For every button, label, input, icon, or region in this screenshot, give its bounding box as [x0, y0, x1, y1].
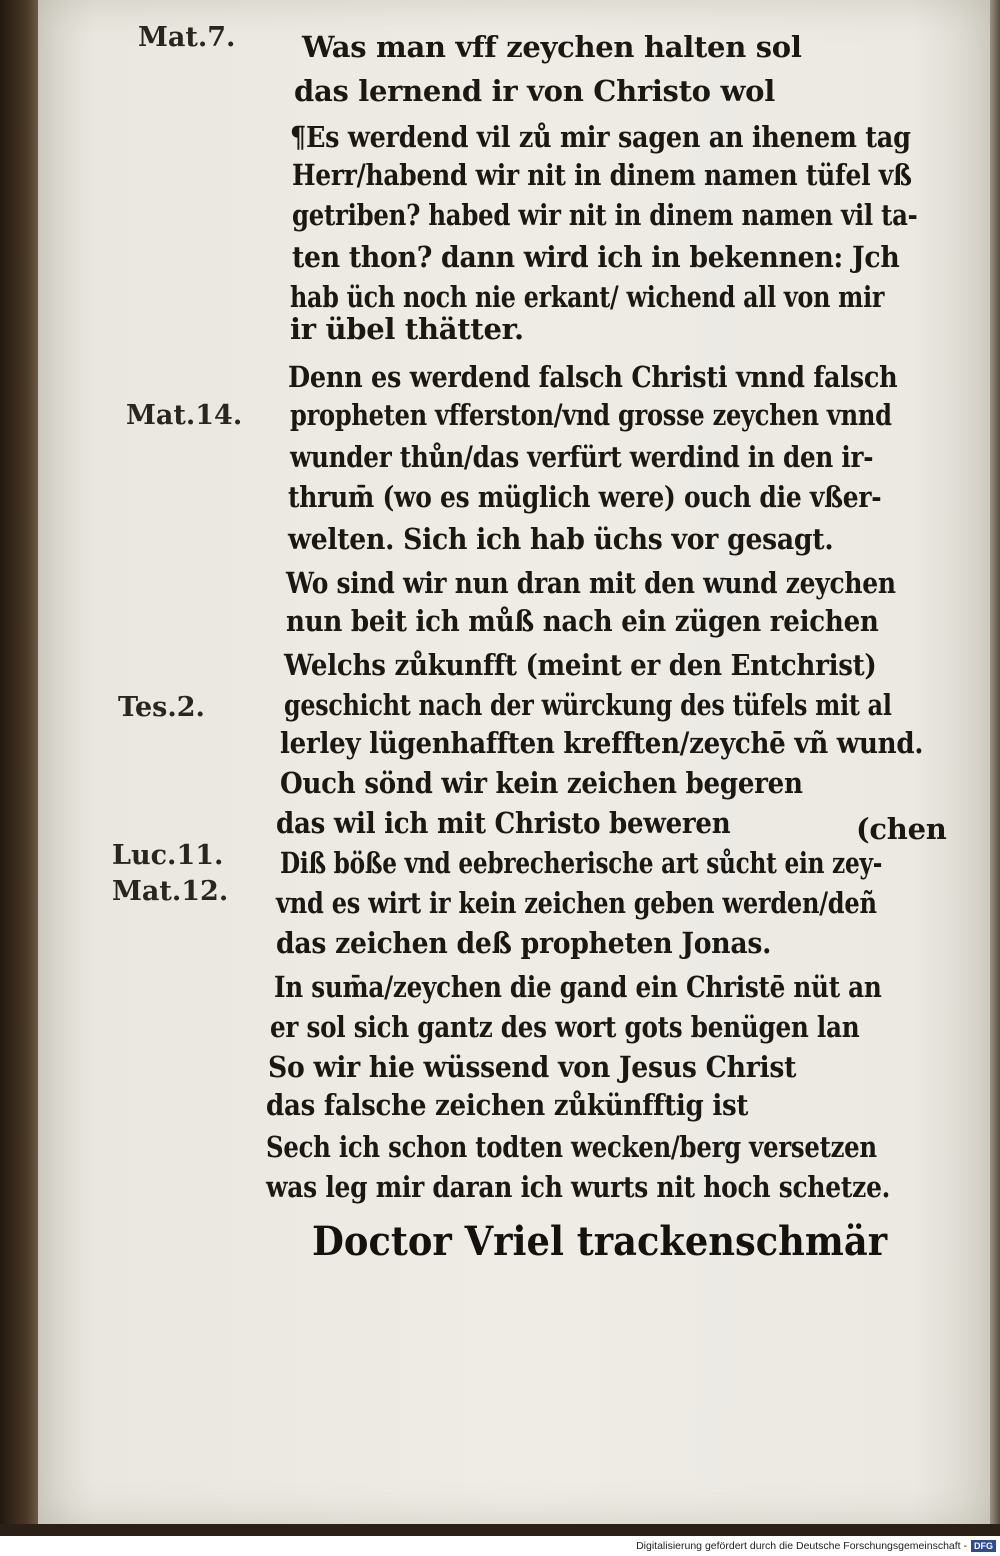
text-line: hab üch noch nie erkant/ wichend all von mir [290, 280, 885, 314]
text-line: (chen [856, 812, 947, 846]
text-line: lerley lügenhafften krefften/zeychē vñ wund. [280, 726, 924, 760]
text-line: getriben? habed wir nit in dinem namen vil ta- [292, 198, 918, 232]
text-line: Ouch sönd wir kein zeichen begeren [280, 766, 803, 800]
text-line: wunder thůn/das verfürt werdind in den ir- [290, 440, 874, 474]
marginal-note: Tes.2. [118, 692, 205, 723]
marginal-note: Mat.12. [112, 876, 229, 907]
digitization-footer [0, 1536, 1000, 1556]
text-line: das zeichen deß propheten Jonas. [276, 926, 772, 960]
text-line: Denn es werdend falsch Christi vnnd falsch [288, 360, 898, 394]
text-line: vnd es wirt ir kein zeichen geben werden/deñ [276, 886, 877, 920]
text-line: thrum̄ (wo es müglich were) ouch die vßer- [288, 480, 882, 514]
text-line: was leg mir daran ich wurts nit hoch schetze. [266, 1170, 891, 1204]
text-line: In sum̄a/zeychen die gand ein Christē nüt an [274, 970, 882, 1004]
footer-credit: Digitalisierung gefördert durch die Deutsche Forschungsgemeinschaft - [636, 1540, 967, 1552]
text-line: ¶Es werdend vil zů mir sagen an ihenem tag [290, 120, 911, 154]
marginal-note: Mat.14. [126, 400, 243, 431]
marginal-note: Mat.7. [138, 22, 236, 53]
text-line: er sol sich gantz des wort gots benügen lan [270, 1010, 860, 1044]
text-line: Sech ich schon todten wecken/berg versetzen [266, 1130, 877, 1164]
author-signature: Doctor Vriel trackenschmär [312, 1218, 888, 1265]
text-line: geschicht nach der würckung des tüfels mit al [284, 688, 892, 722]
text-line: ten thon? dann wird ich in bekennen: Jch [292, 240, 900, 274]
text-line: Diß böße vnd eebrecherische art sůcht ein zey- [280, 846, 883, 880]
text-line: propheten vfferston/vnd grosse zeychen vnnd [290, 398, 892, 432]
dfg-logo-icon: DFG [971, 1540, 996, 1552]
book-gutter [0, 0, 38, 1536]
text-line: welten. Sich ich hab üchs vor gesagt. [288, 522, 834, 556]
text-line: Welchs zůkunfft (meint er den Entchrist) [284, 648, 877, 682]
text-line: nun beit ich můß nach ein zügen reichen [286, 604, 879, 638]
text-line: Herr/habend wir nit in dinem namen tüfel vß [292, 158, 912, 192]
text-line: das falsche zeichen zůkünfftig ist [266, 1088, 749, 1122]
text-line: das lernend ir von Christo wol [294, 74, 775, 108]
text-line: das wil ich mit Christo beweren [276, 806, 731, 840]
scan-bottom-edge [0, 1524, 1000, 1536]
text-line: ir übel thätter. [290, 312, 524, 346]
page-edge [990, 0, 1000, 1536]
text-line: Wo sind wir nun dran mit den wund zeychen [286, 566, 896, 600]
text-line: So wir hie wüssend von Jesus Christ [268, 1050, 797, 1084]
marginal-note: Luc.11. [112, 840, 224, 871]
text-line: Was man vff zeychen halten sol [302, 30, 802, 64]
